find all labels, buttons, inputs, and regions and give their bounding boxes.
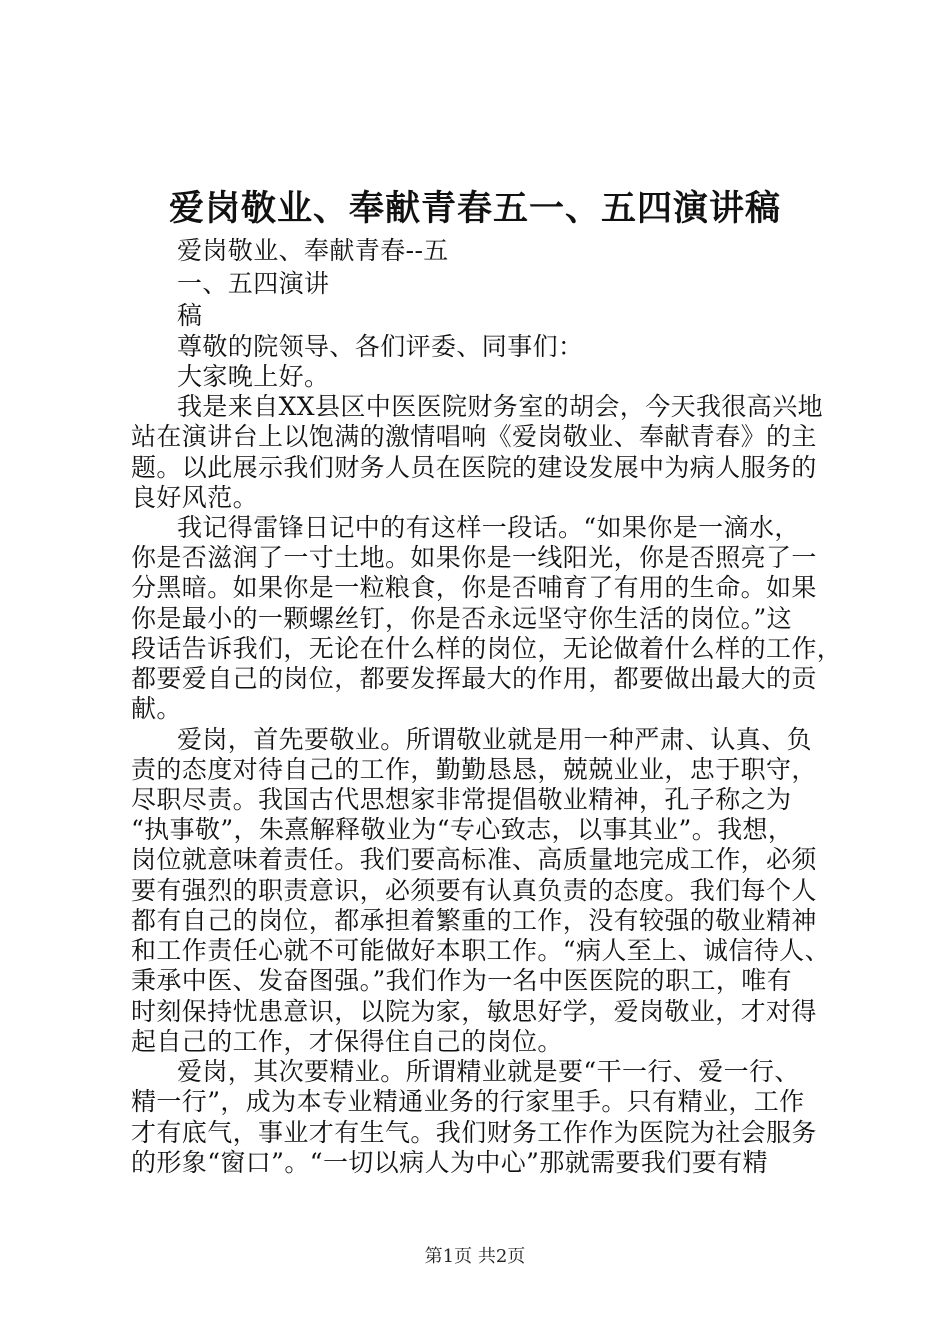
body-line: 尽职尽责。我国古代思想家非常提倡敬业精神，孔子称之为: [131, 785, 792, 814]
body-line: 的形象“窗口”。“一切以病人为中心”那就需要我们要有精: [131, 1148, 768, 1177]
body-line: 你是否滋润了一寸土地。如果你是一线阳光，你是否照亮了一: [131, 543, 817, 572]
body-line: 精一行”，成为本专业精通业务的行家里手。只有精业，工作: [131, 1087, 805, 1116]
page-footer: 第1页 共2页: [424, 1246, 526, 1267]
body-line: 大家晚上好。: [177, 362, 330, 391]
body-line: 献。: [131, 694, 182, 723]
body-line: 时刻保持忧患意识，以院为家，敏思好学，爱岗敬业，才对得: [131, 997, 817, 1026]
body-line: 尊敬的院领导、各们评委、同事们：: [177, 332, 584, 361]
body-line: 爱岗，首先要敬业。所谓敬业就是用一种严肃、认真、负: [177, 725, 813, 754]
body-line: 段话告诉我们，无论在什么样的岗位，无论做着什么样的工作，: [131, 634, 843, 663]
body-line: 都要爱自己的岗位，都要发挥最大的作用，都要做出最大的贡: [131, 664, 817, 693]
body-line: 一、五四演讲: [177, 269, 330, 298]
body-line: “执事敬”，朱熹解释敬业为“专心致志，以事其业”。我想，: [131, 815, 794, 844]
body-line: 起自己的工作，才保得住自己的岗位。: [131, 1027, 563, 1056]
body-line: 爱岗敬业、奉献青春--五: [177, 236, 449, 265]
body-line: 岗位就意味着责任。我们要高标准、高质量地完成工作，必须: [131, 845, 817, 874]
body-line: 我是来自XX县区中医医院财务室的胡会，今天我很高兴地: [177, 392, 823, 421]
body-line: 良好风范。: [131, 483, 259, 512]
body-line: 和工作责任心就不可能做好本职工作。“病人至上、诚信待人、: [131, 936, 830, 965]
body-line: 稿: [177, 301, 203, 330]
body-line: 秉承中医、发奋图强。”我们作为一名中医医院的职工，唯有: [131, 966, 793, 995]
body-line: 站在演讲台上以饱满的激情唱响《爱岗敬业、奉献青春》的主: [131, 422, 817, 451]
body-line: 爱岗，其次要精业。所谓精业就是要“干一行、爱一行、: [177, 1057, 800, 1086]
body-line: 责的态度对待自己的工作，勤勤恳恳，兢兢业业，忠于职守，: [131, 755, 817, 784]
body-line: 都有自己的岗位，都承担着繁重的工作，没有较强的敬业精神: [131, 906, 817, 935]
body-line: 题。以此展示我们财务人员在医院的建设发展中为病人服务的: [131, 453, 817, 482]
body-line: 分黑暗。如果你是一粒粮食，你是否哺育了有用的生命。如果: [131, 573, 817, 602]
body-line: 才有底气，事业才有生气。我们财务工作作为医院为社会服务: [131, 1118, 817, 1147]
body-line: 要有强烈的职责意识，必须要有认真负责的态度。我们每个人: [131, 876, 817, 905]
body-line: 我记得雷锋日记中的有这样一段话。“如果你是一滴水，: [177, 513, 800, 542]
document-title: 爱岗敬业、奉献青春五一、五四演讲稿: [168, 188, 781, 229]
body-line: 你是最小的一颗螺丝钉，你是否永远坚守你生活的岗位。”这: [131, 604, 793, 633]
